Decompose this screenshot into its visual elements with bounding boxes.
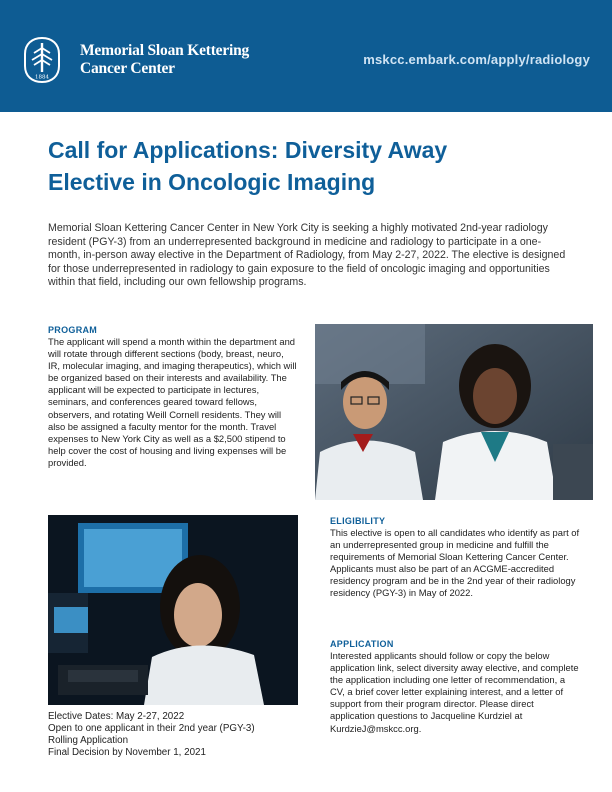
eligibility-heading: ELIGIBILITY xyxy=(330,516,386,526)
eligibility-body: This elective is open to all candidates who identify as part of an underrepresented group in medicine and fulfill the requirements of Memorial Sloan Kettering Cancer Center. Applicants must also be part of an ACGME-accredited residency program and be in the 2nd year of their radiology residency (PGY-3) in May of 2022. xyxy=(330,527,580,599)
application-body: Interested applicants should follow or copy the below application link, select diversity away elective, and complete the application including one letter of recommendation, a CV, a brief cover letter explaining interest, and a letter of support from their program director. Please direct application questions to Jacqueline Kurdziel at KurdzieJ@mskcc.org. xyxy=(330,650,579,734)
rolling-application: Rolling Application xyxy=(48,735,129,747)
intro-paragraph: Memorial Sloan Kettering Cancer Center in New York City is seeking a highly motivated 2nd-year radiology resident (PGY-3) from an underrepresented background in medicine and radiology to participate in a one-month, in-person away elective in the Department of Radiology, from May 2-27, 2022. The elective is designed for those underrepresented in radiology to gain exposure to the field of oncologic imaging and opportunities within that field, including our own fellowship programs. xyxy=(48,222,566,288)
mskcc-logo-icon xyxy=(22,36,62,84)
program-section xyxy=(48,325,298,469)
applicant-eligibility: Open to one applicant in their 2nd year (PGY-3) xyxy=(48,723,255,735)
header-bar xyxy=(0,0,612,112)
radiologist-photo xyxy=(48,515,298,705)
program-heading: PROGRAM xyxy=(48,325,98,335)
logo-year: 1884 xyxy=(35,74,49,81)
application-url[interactable]: mskcc.embark.com/apply/radiology xyxy=(363,52,590,67)
application-section xyxy=(330,639,580,735)
page-title: Call for Applications: Diversity Away Elective in Oncologic Imaging xyxy=(48,137,448,195)
application-heading: APPLICATION xyxy=(330,639,394,649)
program-body: The applicant will spend a month within the department and will rotate through different sections (body, breast, neuro, IR, molecular imaging, and imaging therapeutics), which will be organized based on their interests and availability. The applicant will be expected to participate in lectures, seminars, and conferences geared toward fellows, observers, and rotating Weill Cornell residents. They will also be assigned a faculty mentor for the month. Travel expenses to New York City as well as a $2,500 stipend to help cover the cost of housing and living expenses will be provided. xyxy=(48,336,297,468)
eligibility-section xyxy=(330,516,580,600)
residents-photo xyxy=(315,324,593,500)
organization-name: Memorial Sloan Kettering Cancer Center xyxy=(80,42,250,77)
key-details xyxy=(48,711,308,759)
final-decision-date: Final Decision by November 1, 2021 xyxy=(48,747,206,759)
elective-dates: Elective Dates: May 2-27, 2022 xyxy=(48,711,185,722)
